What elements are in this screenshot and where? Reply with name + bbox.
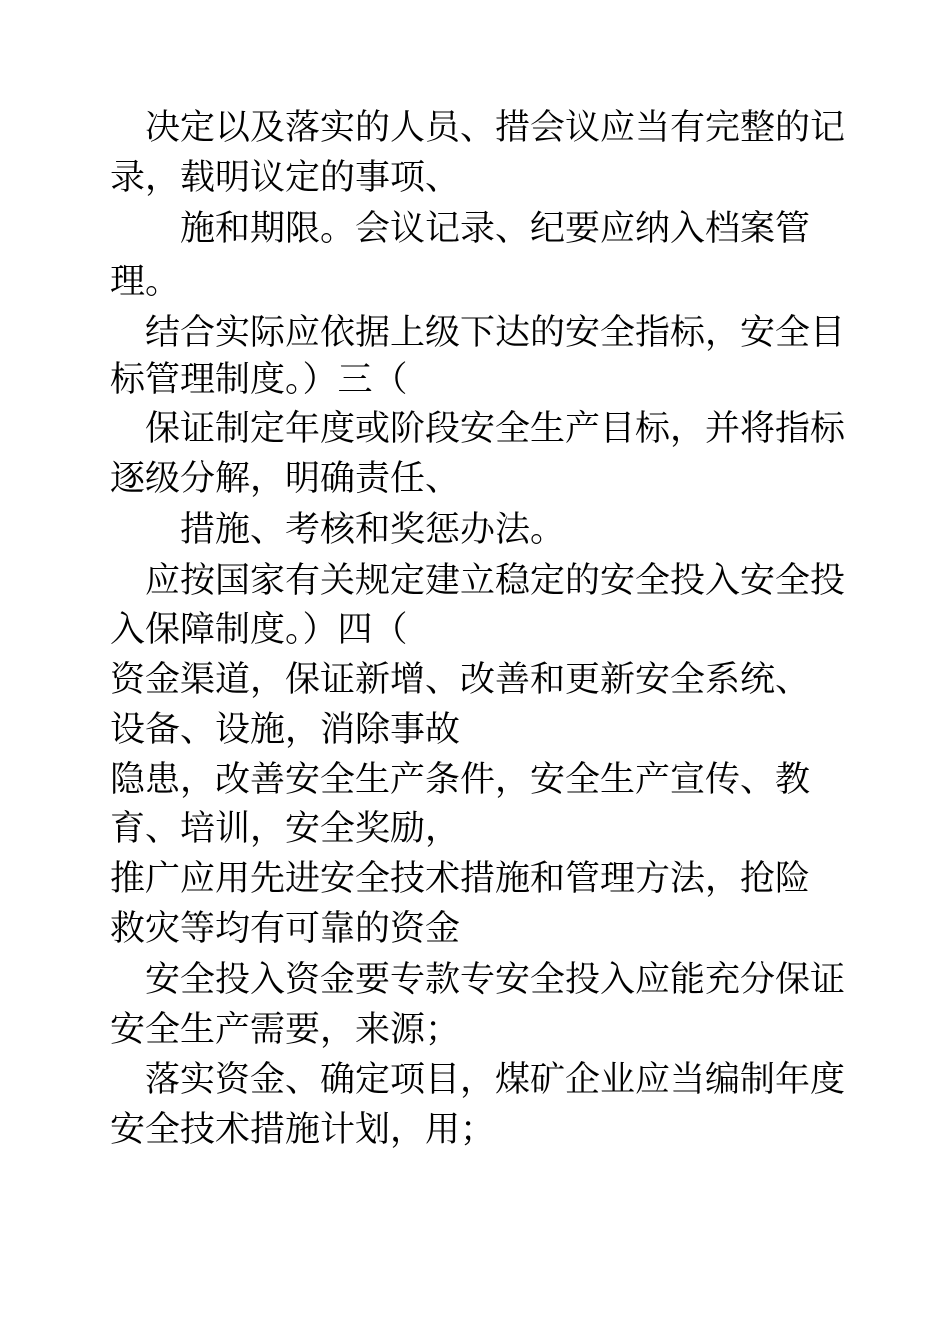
text-line: 入保障制度。）四（ bbox=[110, 610, 408, 650]
text-line: 安全投入资金要专款专安全投入应能充分保证 bbox=[110, 960, 846, 1000]
text-line: 结合实际应依据上级下达的安全指标，安全目 bbox=[110, 313, 846, 353]
text-line: 救灾等均有可靠的资金 bbox=[110, 909, 461, 949]
text-line: 录，载明议定的事项、 bbox=[110, 158, 461, 198]
text-line: 推广应用先进安全技术措施和管理方法，抢险 bbox=[110, 859, 811, 899]
text-line: 落实资金、确定项目，煤矿企业应当编制年度 bbox=[110, 1060, 846, 1100]
text-line: 隐患，改善安全生产条件，安全生产宣传、教 bbox=[110, 760, 811, 800]
text-line: 资金渠道，保证新增、改善和更新安全系统、 bbox=[110, 660, 811, 700]
text-line: 育、培训，安全奖励， bbox=[110, 809, 461, 849]
text-line: 措施、考核和奖惩办法。 bbox=[110, 510, 566, 550]
text-line: 保证制定年度或阶段安全生产目标，并将指标 bbox=[110, 409, 846, 449]
text-line: 施和期限。会议记录、纪要应纳入档案管 bbox=[110, 209, 811, 249]
text-line: 设备、设施，消除事故 bbox=[110, 710, 461, 750]
text-line: 标管理制度。）三（ bbox=[110, 360, 408, 400]
text-line: 应按国家有关规定建立稳定的安全投入安全投 bbox=[110, 561, 846, 601]
text-line: 决定以及落实的人员、措会议应当有完整的记 bbox=[110, 108, 846, 148]
text-line: 安全技术措施计划，用； bbox=[110, 1110, 496, 1150]
text-line: 安全生产需要，来源； bbox=[110, 1010, 461, 1050]
text-line: 逐级分解，明确责任、 bbox=[110, 459, 461, 499]
text-line: 理。 bbox=[110, 262, 181, 302]
